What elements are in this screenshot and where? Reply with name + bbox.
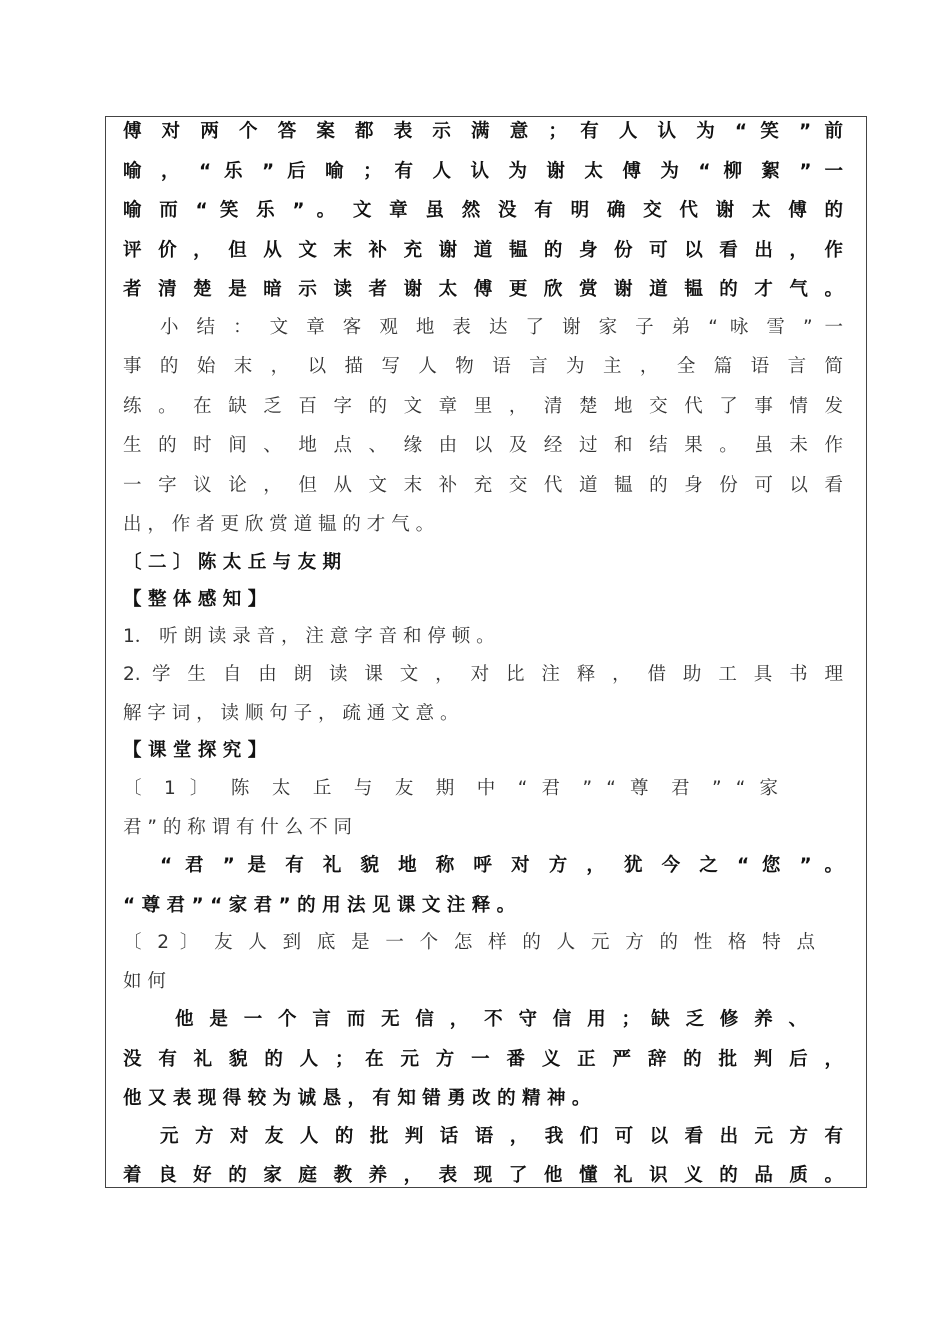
subsection-heading: 【 课 堂 探 究 】	[123, 740, 267, 761]
subsection-heading: 【 整 体 感 知 】	[123, 589, 267, 610]
answer-line: “ 尊 君 ” “ 家 君 ” 的 用 法 见 课 文 注 释 。	[123, 895, 516, 916]
question-line: 如 何	[123, 971, 166, 992]
text-line: 练 。 在 缺 乏 百 字 的 文 章 里 ， 清 楚 地 交 代 了 事 情 发	[123, 396, 843, 417]
text-line: 1． 听 朗 读 录 音 ， 注 意 字 音 和 停 顿 。	[123, 626, 495, 647]
answer-line: 他 又 表 现 得 较 为 诚 恳 ， 有 知 错 勇 改 的 精 神 。	[123, 1088, 591, 1109]
text-line: 事 的 始 末 ， 以 描 写 人 物 语 言 为 主 ， 全 篇 语 言 简	[123, 356, 843, 377]
answer-line: 他 是 一 个 言 而 无 信 ， 不 守 信 用 ； 缺 乏 修 养 、	[175, 1009, 807, 1030]
text-line: 解 字 词 ， 读 顺 句 子 ， 疏 通 文 意 。	[123, 703, 459, 724]
text-line: 傅 对 两 个 答 案 都 表 示 满 意 ； 有 人 认 为 “ 笑 ” 前	[123, 121, 843, 142]
summary-paragraph-line: 小 结 ： 文 章 客 观 地 表 达 了 谢 家 子 弟 “ 咏 雪 ” 一	[160, 317, 843, 338]
section-heading: 〔 二 〕 陈 太 丘 与 友 期	[123, 552, 342, 573]
answer-line: 元 方 对 友 人 的 批 判 话 语 ， 我 们 可 以 看 出 元 方 有	[160, 1126, 843, 1147]
question-line: 〔 2 〕 友 人 到 底 是 一 个 怎 样 的 人 元 方 的 性 格 特 点	[123, 932, 815, 953]
text-line: 生 的 时 间 、 地 点 、 缘 由 以 及 经 过 和 结 果 。 虽 未 作	[123, 435, 843, 456]
text-line: 2. 学 生 自 由 朗 读 课 文 ， 对 比 注 释 ， 借 助 工 具 书 理	[123, 664, 843, 685]
text-line: 评 价 ， 但 从 文 末 补 充 谢 道 韫 的 身 份 可 以 看 出 ， 作	[123, 240, 843, 261]
text-line: 喻 ， “ 乐 ” 后 喻 ； 有 人 认 为 谢 太 傅 为 “ 柳 絮 ” 一	[123, 161, 843, 182]
text-line: 一 字 议 论 ， 但 从 文 末 补 充 交 代 道 韫 的 身 份 可 以 看	[123, 475, 843, 496]
question-line: 君 ” 的 称 谓 有 什 么 不 同	[123, 817, 353, 838]
text-line: 喻 而 “ 笑 乐 ” 。 文 章 虽 然 没 有 明 确 交 代 谢 太 傅 的	[123, 200, 843, 221]
question-line: 〔 1 〕 陈 太 丘 与 友 期 中 “ 君 ” “ 尊 君 ” “ 家	[123, 778, 778, 799]
text-line: 者 清 楚 是 暗 示 读 者 谢 太 傅 更 欣 赏 谢 道 韫 的 才 气 。	[123, 279, 843, 300]
answer-line: 没 有 礼 貌 的 人 ； 在 元 方 一 番 义 正 严 辞 的 批 判 后 ，	[123, 1049, 843, 1070]
answer-line: 着 良 好 的 家 庭 教 养 ， 表 现 了 他 懂 礼 识 义 的 品 质 。	[123, 1165, 843, 1186]
answer-line: “ 君 ” 是 有 礼 貌 地 称 呼 对 方 ， 犹 今 之 “ 您 ” 。	[160, 855, 843, 876]
text-line: 出 ， 作 者 更 欣 赏 道 韫 的 才 气 。	[123, 514, 435, 535]
